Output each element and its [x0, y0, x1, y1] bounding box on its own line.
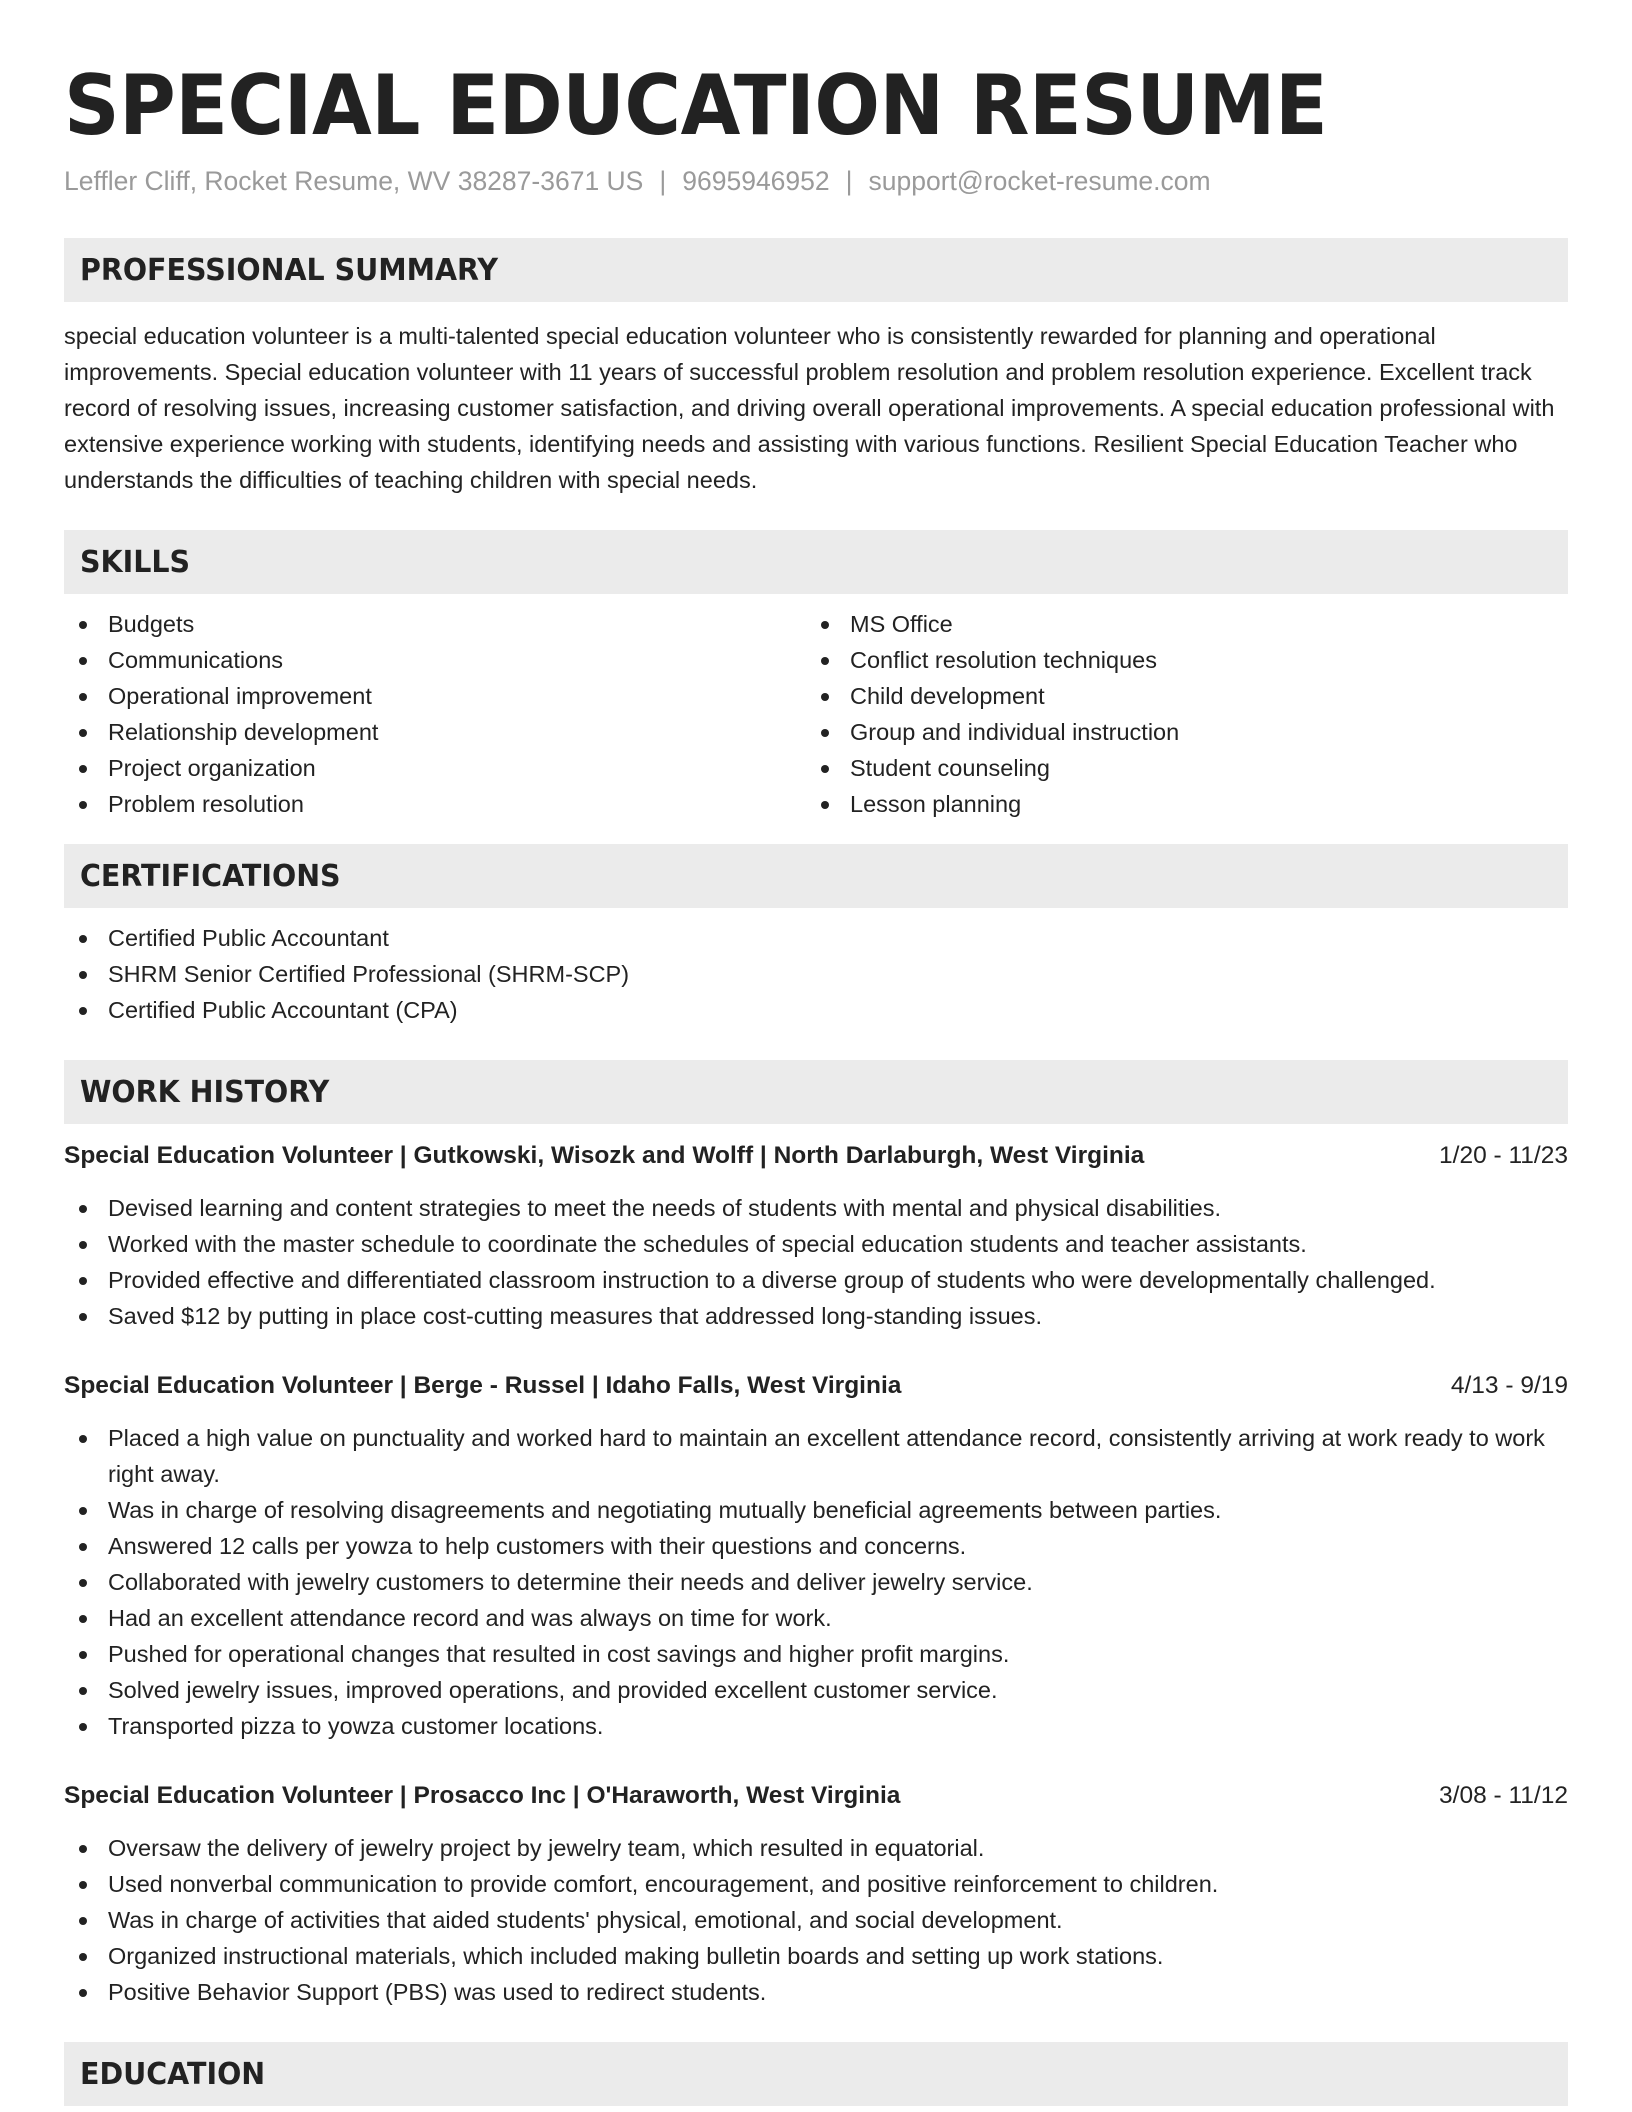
list-item: Saved $12 by putting in place cost-cutting measures that addressed long-standing issues.	[64, 1298, 1568, 1334]
job-dates: 4/13 - 9/19	[1450, 1372, 1568, 1399]
section-header-certifications	[64, 844, 1568, 908]
job-title: Special Education Volunteer | Prosacco Inc | O'Haraworth, West Virginia	[64, 1782, 901, 1809]
section-heading: CERTIFICATIONS	[80, 858, 341, 894]
list-item: SHRM Senior Certified Professional (SHRM-SCP)	[64, 956, 1568, 992]
section-heading: SKILLS	[80, 544, 191, 580]
list-item: Worked with the master schedule to coordinate the schedules of special education students and teacher assistants.	[64, 1226, 1568, 1262]
contact-email: support@rocket-resume.com	[868, 166, 1211, 196]
list-item: Collaborated with jewelry customers to determine their needs and deliver jewelry service.	[64, 1564, 1568, 1600]
resume-title: SPECIAL EDUCATION RESUME	[64, 57, 1328, 154]
section-header-professional-summary	[64, 238, 1568, 302]
list-item: Student counseling	[806, 750, 1548, 786]
list-item: Relationship development	[64, 714, 806, 750]
list-item: Problem resolution	[64, 786, 806, 822]
list-item: Operational improvement	[64, 678, 806, 714]
list-item: Communications	[64, 642, 806, 678]
job-title: Special Education Volunteer | Gutkowski, Wisozk and Wolff | North Darlaburgh, West Virginia	[64, 1142, 1145, 1169]
list-item: Provided effective and differentiated classroom instruction to a diverse group of students who were developmentally challenged.	[64, 1262, 1568, 1298]
section-header-work-history	[64, 1060, 1568, 1124]
list-item: Child development	[806, 678, 1548, 714]
list-item: Organized instructional materials, which included making bulletin boards and setting up work stations.	[64, 1938, 1568, 1974]
job-bullets	[64, 1830, 1568, 2010]
list-item: Was in charge of resolving disagreements and negotiating mutually beneficial agreements between parties.	[64, 1492, 1568, 1528]
list-item: Pushed for operational changes that resulted in cost savings and higher profit margins.	[64, 1636, 1568, 1672]
job-entry	[64, 1138, 1568, 1334]
job-title: Special Education Volunteer | Berge - Russel | Idaho Falls, West Virginia	[64, 1372, 902, 1399]
job-bullets	[64, 1190, 1568, 1334]
list-item: Solved jewelry issues, improved operations, and provided excellent customer service.	[64, 1672, 1568, 1708]
list-item: Transported pizza to yowza customer locations.	[64, 1708, 1568, 1744]
work-history-list	[64, 1138, 1568, 2010]
section-header-skills	[64, 530, 1568, 594]
list-item: Conflict resolution techniques	[806, 642, 1548, 678]
resume-page	[64, 0, 1568, 2106]
job-header	[64, 1368, 1568, 1404]
list-item: MS Office	[806, 606, 1548, 642]
skills-list	[64, 606, 1568, 822]
job-bullets	[64, 1420, 1568, 1744]
list-item: Certified Public Accountant (CPA)	[64, 992, 1568, 1028]
job-header	[64, 1778, 1568, 1814]
list-item: Project organization	[64, 750, 806, 786]
job-entry	[64, 1778, 1568, 2010]
skills-column-left	[64, 606, 806, 822]
list-item: Was in charge of activities that aided students' physical, emotional, and social development.	[64, 1902, 1568, 1938]
list-item: Used nonverbal communication to provide comfort, encouragement, and positive reinforcement to children.	[64, 1866, 1568, 1902]
certifications-list	[64, 920, 1568, 1028]
list-item: Budgets	[64, 606, 806, 642]
list-item: Answered 12 calls per yowza to help customers with their questions and concerns.	[64, 1528, 1568, 1564]
job-dates: 3/08 - 11/12	[1439, 1782, 1568, 1809]
list-item: Oversaw the delivery of jewelry project by jewelry team, which resulted in equatorial.	[64, 1830, 1568, 1866]
list-item: Group and individual instruction	[806, 714, 1548, 750]
list-item: Lesson planning	[806, 786, 1548, 822]
list-item: Placed a high value on punctuality and worked hard to maintain an excellent attendance record, consistently arriving at work ready to work right away.	[64, 1420, 1568, 1492]
contact-address: Leffler Cliff, Rocket Resume, WV 38287-3671 US	[64, 166, 644, 196]
list-item: Had an excellent attendance record and was always on time for work.	[64, 1600, 1568, 1636]
contact-separator: |	[659, 166, 667, 196]
list-item: Positive Behavior Support (PBS) was used to redirect students.	[64, 1974, 1568, 2010]
job-dates: 1/20 - 11/23	[1439, 1142, 1568, 1169]
contact-phone: 9695946952	[682, 166, 830, 196]
section-heading: PROFESSIONAL SUMMARY	[80, 252, 499, 288]
job-header	[64, 1138, 1568, 1174]
list-item: Certified Public Accountant	[64, 920, 1568, 956]
skills-column-right	[806, 606, 1548, 822]
section-heading: EDUCATION	[80, 2056, 266, 2092]
contact-line	[64, 164, 1568, 198]
list-item: Devised learning and content strategies to meet the needs of students with mental and physical disabilities.	[64, 1190, 1568, 1226]
section-header-education	[64, 2042, 1568, 2106]
summary-text: special education volunteer is a multi-talented special education volunteer who is consistently rewarded for planning and operational improvements. Special education volunteer with 11 years of successful problem resolution and problem resolution experience. Excellent track record of resolving issues, increasing customer satisfaction, and driving overall operational improvements. A special education professional with extensive experience working with students, identifying needs and assisting with various functions. Resilient Special Education Teacher who understands the difficulties of teaching children with special needs.	[64, 323, 1555, 493]
contact-separator: |	[845, 166, 853, 196]
job-entry	[64, 1368, 1568, 1744]
section-heading: WORK HISTORY	[80, 1074, 330, 1110]
